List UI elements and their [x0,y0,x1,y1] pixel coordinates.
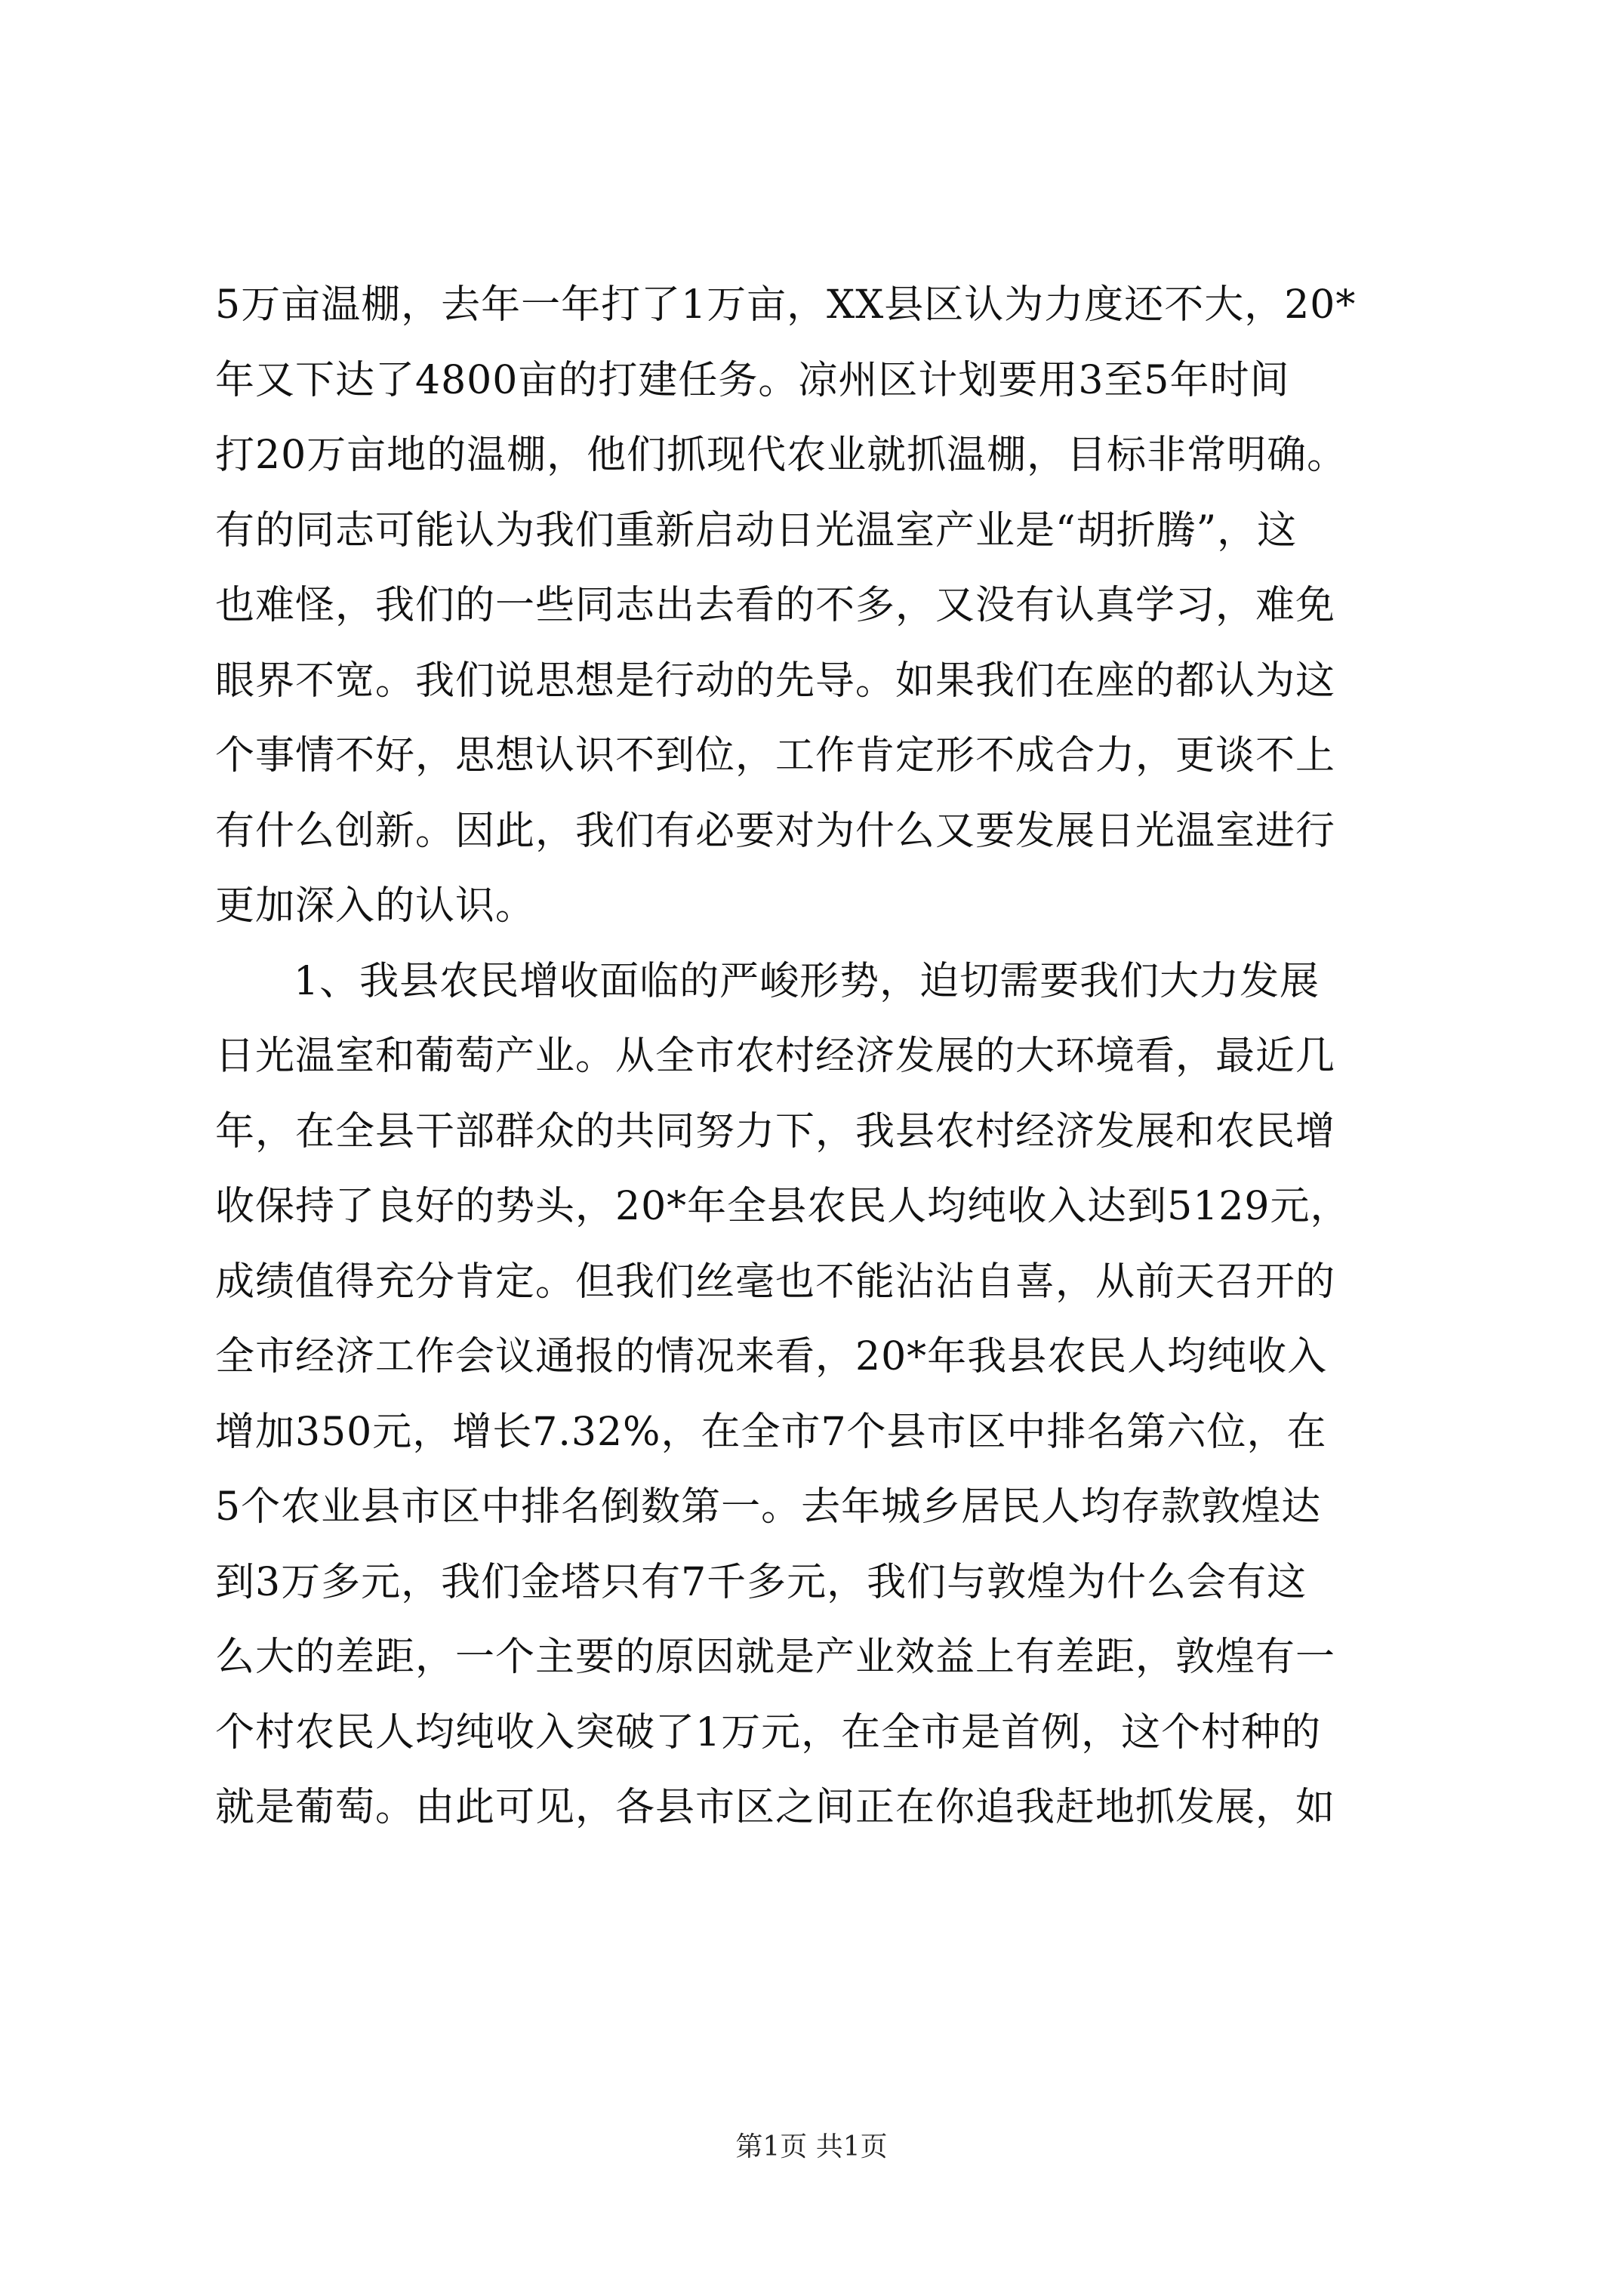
paragraph-2-line-12: 就是葡萄。由此可见，各县市区之间正在你追我赶地抓发展，如 [215,1785,1336,1830]
paragraph-2-line-1: 1、我县农民增收面临的严峻形势，迫切需要我们大力发展 [294,958,1320,1004]
body-text [215,268,1431,1846]
paragraph-1-line-4: 有的同志可能认为我们重新启动日光温室产业是“胡折腾”，这 [215,507,1298,553]
paragraph-1-line-8: 有什么创新。因此，我们有必要对为什么又要发展日光温室进行 [215,808,1336,854]
paragraph-2-line-10: 么大的差距，一个主要的原因就是产业效益上有差距，敦煌有一 [215,1635,1336,1680]
paragraph-2-line-4: 收保持了良好的势头，20*年全县农民人均纯收入达到5129元， [215,1184,1350,1229]
paragraph-2-line-8: 5个农业县市区中排名倒数第一。去年城乡居民人均存款敦煌达 [215,1484,1322,1530]
paragraph-2-line-9: 到3万多元，我们金塔只有7千多元，我们与敦煌为什么会有这 [215,1559,1307,1605]
paragraph-2-line-11: 个村农民人均纯收入突破了1万元，在全市是首例，这个村种的 [215,1709,1322,1755]
paragraph-2-line-5: 成绩值得充分肯定。但我们丝毫也不能沾沾自喜，从前天召开的 [215,1259,1336,1305]
paragraph-1-line-1: 5万亩温棚，去年一年打了1万亩，XX县区认为力度还不大，20* [215,282,1357,328]
paragraph-2-line-7: 增加350元，增长7.32%，在全市7个县市区中排名第六位，在 [215,1409,1327,1455]
paragraph-1-line-5: 也难怪，我们的一些同志出去看的不多，又没有认真学习，难免 [215,583,1336,628]
paragraph-1-line-3: 打20万亩地的温棚，他们抓现代农业就抓温棚，目标非常明确。 [215,433,1347,478]
page-number-footer: 第1页 共1页 [735,2131,888,2162]
paragraph-2-line-3: 年，在全县干部群众的共同努力下，我县农村经济发展和农民增 [215,1108,1336,1154]
paragraph-2-line-2: 日光温室和葡萄产业。从全市农村经济发展的大环境看，最近几 [215,1034,1336,1079]
paragraph-1-line-2: 年又下达了4800亩的打建任务。凉州区计划要用3至5年时间 [215,357,1290,403]
paragraph-2-line-6: 全市经济工作会议通报的情况来看，20*年我县农民人均纯收入 [215,1334,1328,1379]
paragraph-1-line-7: 个事情不好，思想认识不到位，工作肯定形不成合力，更谈不上 [215,733,1336,778]
paragraph-1-line-9: 更加深入的认识。 [215,883,536,929]
paragraph-1-line-6: 眼界不宽。我们说思想是行动的先导。如果我们在座的都认为这 [215,658,1336,704]
